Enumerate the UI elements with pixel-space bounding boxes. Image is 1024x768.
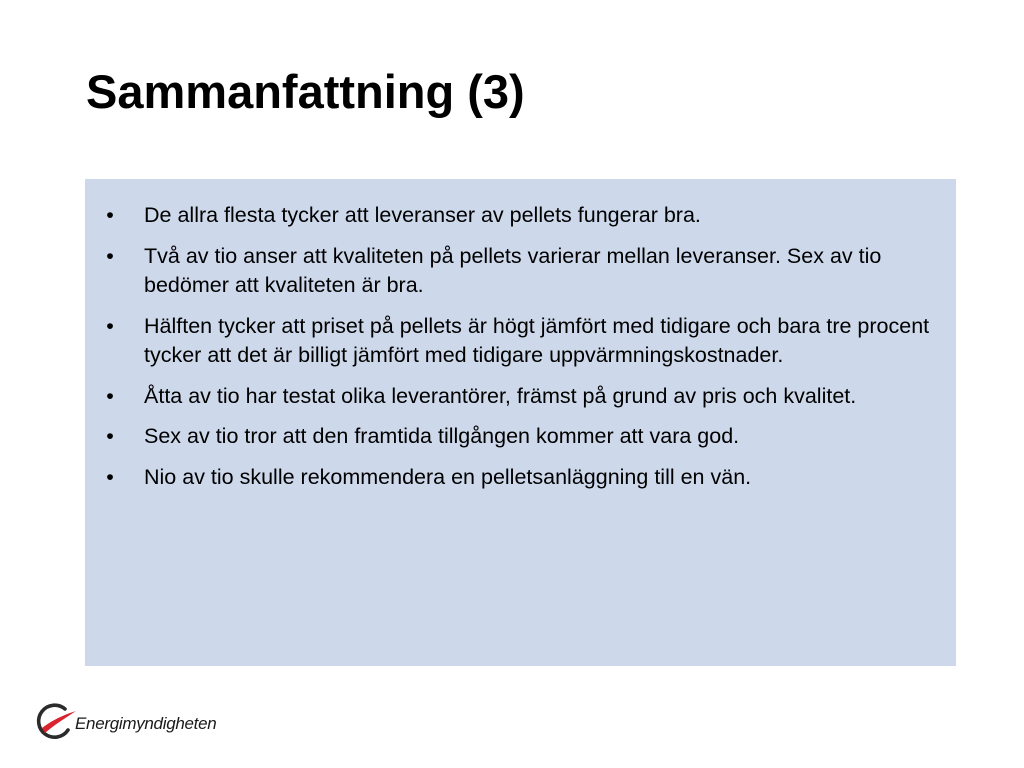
- logo-swoosh: [42, 711, 76, 733]
- bullet-item: [85, 382, 945, 412]
- bullet-text: Åtta av tio har testat olika leverantörer, främst på grund av pris och kvalitet.: [144, 383, 857, 408]
- footer-logo: [34, 698, 234, 746]
- bullet-text: Hälften tycker att priset på pellets är högt jämfört med tidigare och bara tre procent tycker att det är billigt jämfört med tidigare uppvärmningskostnader.: [144, 313, 930, 367]
- bullet-marker: •: [106, 383, 114, 408]
- bullet-text: Sex av tio tror att den framtida tillgången kommer att vara god.: [144, 424, 740, 448]
- bullet-item: [85, 463, 945, 493]
- bullet-marker: •: [106, 424, 114, 448]
- bullet-item: [85, 242, 945, 301]
- bullet-text: Två av tio anser att kvaliteten på pellets varierar mellan leveranser. Sex av tio bedömer att kvaliteten är bra.: [144, 243, 882, 297]
- bullet-marker: •: [106, 464, 114, 489]
- bullet-marker: •: [106, 203, 114, 227]
- content-panel: [85, 179, 956, 666]
- bullet-text: De allra flesta tycker att leveranser av pellets fungerar bra.: [144, 203, 701, 227]
- bullet-item: [85, 201, 945, 231]
- bullet-marker: •: [106, 313, 114, 338]
- logo-wordmark: Energimyndigheten: [75, 714, 217, 733]
- energimyndigheten-logo-icon: [34, 700, 78, 742]
- bullet-text: Nio av tio skulle rekommendera en pelletsanläggning till en vän.: [144, 464, 752, 489]
- bullet-item: [85, 422, 945, 452]
- bullet-list: [85, 201, 945, 503]
- bullet-item: [85, 312, 945, 371]
- slide-title: Sammanfattning (3): [86, 65, 525, 118]
- bullet-marker: •: [106, 243, 114, 268]
